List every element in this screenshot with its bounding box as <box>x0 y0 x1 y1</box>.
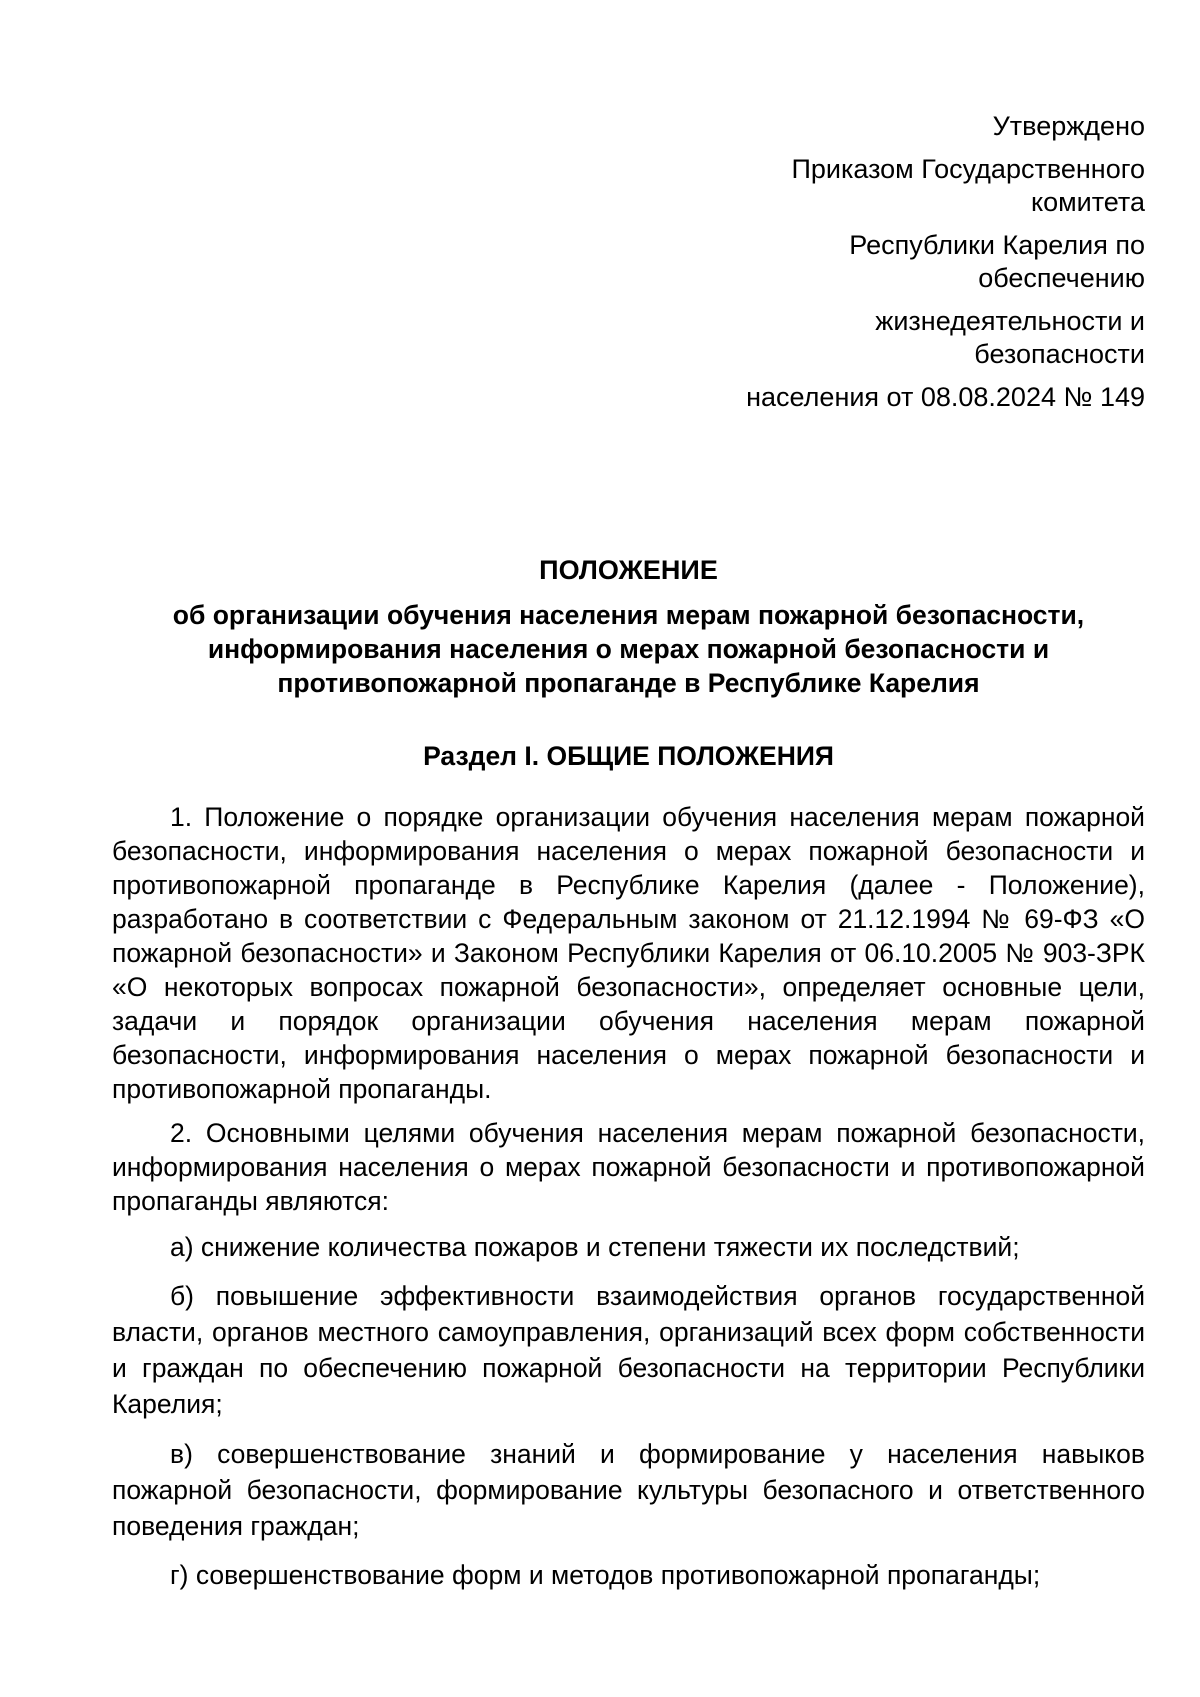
list-item-b: б) повышение эффективности взаимодействия органов государственной власти, органов местного самоуправления, организаций всех форм собственности и граждан по обеспечению пожарной безопасности на территории Республики Карелия; <box>112 1281 1145 1419</box>
approval-line-date-number: населения от 08.08.2024 № 149 <box>746 382 1145 412</box>
document-body <box>112 800 1145 1592</box>
document-subtitle-line: об организации обучения населения мерам пожарной безопасности, <box>172 600 1085 630</box>
document-subtitle-line: информирования населения о мерах пожарной безопасности и <box>207 634 1050 664</box>
list-item-g: г) совершенствование форм и методов противопожарной пропаганды; <box>170 1560 1041 1590</box>
document-title: ПОЛОЖЕНИЕ <box>539 555 718 585</box>
document-subtitle-line: противопожарной пропаганде в Республике Карелия <box>277 668 980 698</box>
paragraph-2: 2. Основными целями обучения населения мерам пожарной безопасности, информирования населения о мерах пожарной безопасности и противопожарной пропаганды являются: <box>112 1118 1145 1216</box>
paragraph-1: 1. Положение о порядке организации обучения населения мерам пожарной безопасности, информирования населения о мерах пожарной безопасности и противопожарной пропаганде в Республике Карелия (далее - Положение), разработано в соответствии с Федеральным законом от 21.12.1994 № 69-ФЗ «О пожарной безопасности» и Законом Республики Карелия от 06.10.2005 № 903-ЗРК «О некоторых вопросах пожарной безопасности», определяет основные цели, задачи и порядок организации обучения населения мерам пожарной безопасности, информирования населения о мерах пожарной безопасности и противопожарной пропаганды. <box>112 802 1145 1104</box>
approval-line-safety: жизнедеятельности и безопасности <box>875 306 1145 369</box>
approval-block <box>745 110 1145 424</box>
list-item-a: а) снижение количества пожаров и степени тяжести их последствий; <box>170 1232 1020 1262</box>
document-subtitle <box>112 598 1145 700</box>
section-title: Раздел I. ОБЩИЕ ПОЛОЖЕНИЯ <box>423 741 834 771</box>
approval-line-order: Приказом Государственного комитета <box>791 154 1145 217</box>
approval-line-republic: Республики Карелия по обеспечению <box>849 230 1145 293</box>
approval-line-approved: Утверждено <box>992 111 1145 141</box>
list-item-v: в) совершенствование знаний и формирование у населения навыков пожарной безопасности, формирование культуры безопасного и ответственного поведения граждан; <box>112 1439 1145 1541</box>
